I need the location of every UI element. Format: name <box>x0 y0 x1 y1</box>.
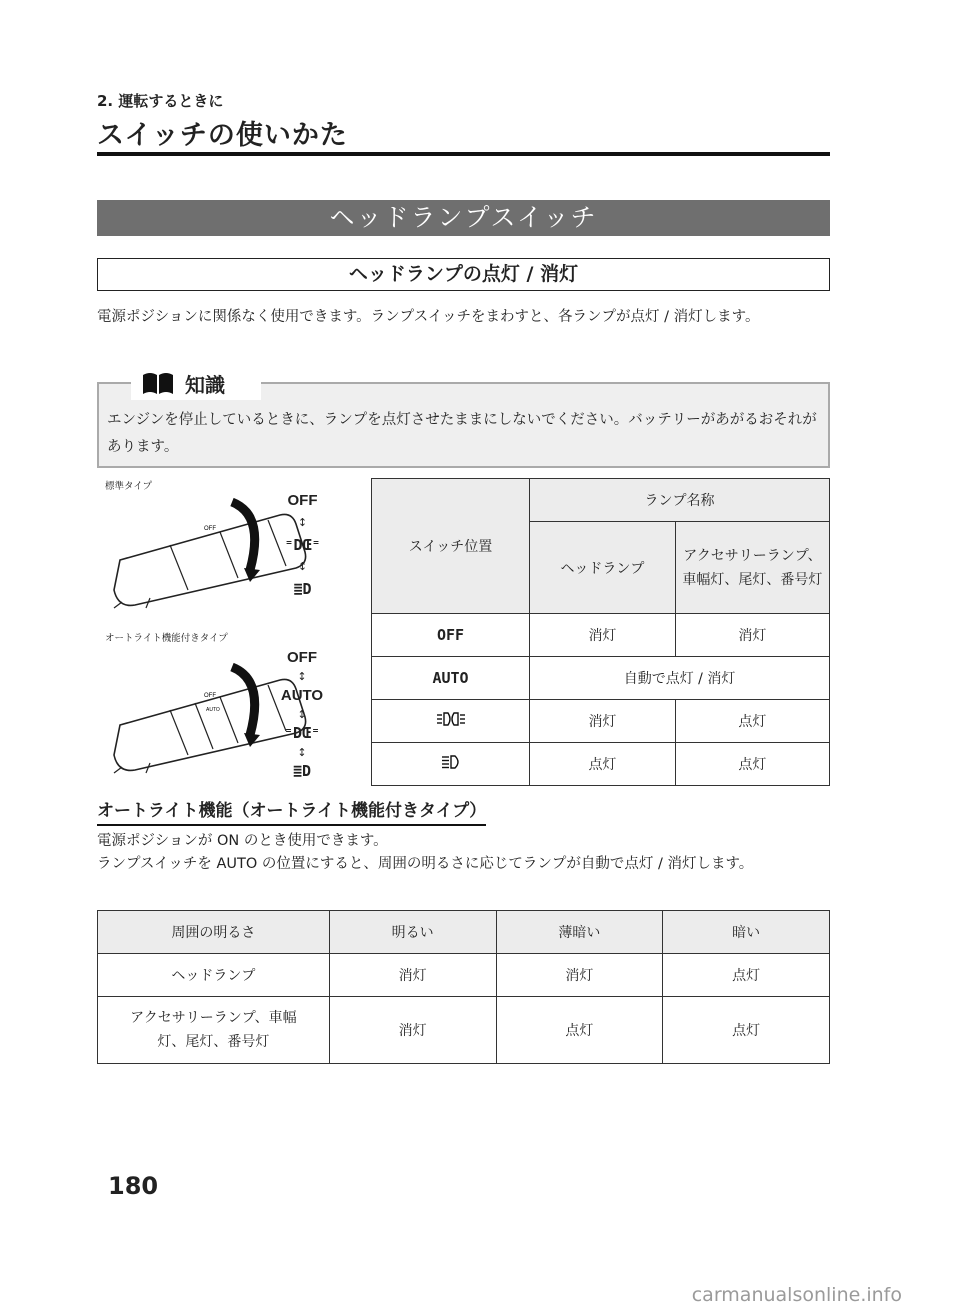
note-body: エンジンを停止しているときに、ランプを点灯させたままにしないでください。バッテリーがあがるおそれがあります。 <box>107 412 817 455</box>
stack-arrow: ↕ <box>297 708 307 721</box>
stack-arrow: ↕ <box>297 516 308 529</box>
watermark: carmanualsonline.info <box>691 1284 902 1306</box>
table-row <box>98 954 830 997</box>
table-cell: 消灯 <box>530 700 676 743</box>
switch-position-table <box>371 478 830 786</box>
col-header-position: スイッチ位置 <box>372 479 530 614</box>
headlamp-icon: ≣D <box>292 762 312 780</box>
figure-label-auto: オートライト機能付きタイプ <box>105 633 228 644</box>
stack-arrow: ↕ <box>297 670 307 683</box>
parking-lamp-icon <box>436 712 466 726</box>
table-row <box>372 614 830 657</box>
figure-label-standard: 標準タイプ <box>105 481 153 492</box>
lever-mark-auto: AUTO <box>206 707 220 713</box>
position-headlamp <box>372 743 530 786</box>
table-header: 周囲の明るさ <box>98 911 330 954</box>
page-number: 180 <box>108 1172 159 1200</box>
stack-auto: AUTO <box>280 687 324 704</box>
col-header-headlamp: ヘッドランプ <box>530 522 676 614</box>
section-body-1: 電源ポジションが ON のとき使用できます。 <box>97 833 388 849</box>
table-row <box>372 700 830 743</box>
table-row <box>372 743 830 786</box>
col-header-lamp-name: ランプ名称 <box>530 479 830 522</box>
table-cell: 点灯 <box>496 997 663 1064</box>
table-cell: 消灯 <box>530 614 676 657</box>
stack-off: OFF <box>287 649 317 666</box>
stack-off: OFF <box>287 492 318 509</box>
table-cell: 点灯 <box>663 954 830 997</box>
table-header: 明るい <box>329 911 496 954</box>
table-cell: 点灯 <box>675 743 829 786</box>
table-header: 薄暗い <box>496 911 663 954</box>
section-body-2: ランプスイッチを AUTO の位置にすると、周囲の明るさに応じてランプが自動で点灯 / 消灯します。 <box>97 856 754 872</box>
book-icon <box>141 371 175 395</box>
headlamp-icon: ≣D <box>293 580 312 598</box>
table-cell: 自動で点灯 / 消灯 <box>530 657 830 700</box>
lever-figure-standard <box>100 490 370 610</box>
page-title: スイッチの使いかた <box>97 120 348 151</box>
table-row <box>98 997 830 1064</box>
position-off: OFF <box>372 614 530 657</box>
table-cell: 点灯 <box>675 700 829 743</box>
headlamp-icon <box>441 755 461 769</box>
position-auto: AUTO <box>372 657 530 700</box>
table-row <box>372 657 830 700</box>
table-header: 暗い <box>663 911 830 954</box>
table-cell: 点灯 <box>663 997 830 1064</box>
parking-lamp-icon: ⁼DŒ⁼ <box>283 724 321 742</box>
section-heading-autolight: オートライト機能（オートライト機能付きタイプ） <box>97 796 486 826</box>
table-cell: 点灯 <box>530 743 676 786</box>
section-banner: ヘッドランプスイッチ <box>97 200 830 236</box>
position-parking <box>372 700 530 743</box>
title-rule <box>97 152 830 156</box>
stack-arrow: ↕ <box>297 746 307 759</box>
section-body: 電源ポジションに関係なく使用できます。ランプスイッチをまわすと、各ランプが点灯 / 消灯します。 <box>97 309 760 325</box>
table-cell: 消灯 <box>329 954 496 997</box>
lever-mark-off: OFF <box>204 526 216 532</box>
table-cell: ヘッドランプ <box>98 954 330 997</box>
col-header-accessory: アクセサリーランプ、車幅灯、尾灯、番号灯 <box>675 522 829 614</box>
note-header <box>131 366 261 400</box>
parking-lamp-icon: ⁼DŒ⁼ <box>284 536 321 554</box>
stack-arrow: ↕ <box>297 560 308 573</box>
table-cell: アクセサリーランプ、車幅灯、尾灯、番号灯 <box>98 997 330 1064</box>
chapter-label: 2. 運転するときに <box>97 92 224 110</box>
switch-stack-standard <box>280 490 325 600</box>
lever-figure-auto <box>100 655 370 775</box>
lever-mark-off: OFF <box>204 693 216 699</box>
ambient-brightness-table <box>97 910 830 1064</box>
table-cell: 消灯 <box>675 614 829 657</box>
table-cell: 消灯 <box>496 954 663 997</box>
note-title: 知識 <box>185 372 225 397</box>
switch-stack-auto <box>276 648 328 781</box>
table-cell: 消灯 <box>329 997 496 1064</box>
section-heading-headlamp-onoff: ヘッドランプの点灯 / 消灯 <box>97 258 830 291</box>
